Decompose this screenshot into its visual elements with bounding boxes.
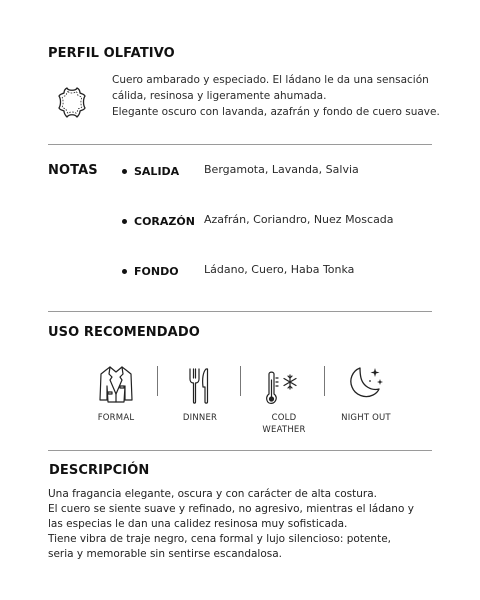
separator <box>240 366 241 396</box>
descripcion-line: las especias le dan una calidez resinosa muy sofisticada. <box>48 518 348 530</box>
descripcion-line: Una fragancia elegante, oscura y con carácter de alta costura. <box>48 488 377 500</box>
notas-title: NOTAS <box>48 163 98 178</box>
divider <box>48 144 432 145</box>
uso-label-line: COLD <box>271 413 297 423</box>
uso-label-formal <box>76 412 156 424</box>
perfil-title: PERFIL OLFATIVO <box>48 46 175 61</box>
nota-name: FONDO <box>134 264 179 278</box>
uso-label-cold-weather <box>244 412 324 436</box>
nota-item-corazon <box>122 213 206 229</box>
bullet-icon <box>122 219 127 224</box>
nota-item-fondo <box>122 263 206 279</box>
uso-label-line: FORMAL <box>97 413 135 423</box>
uso-label-line: NIGHT OUT <box>341 413 391 423</box>
fork-knife-icon <box>186 367 212 405</box>
leather-hide-icon <box>58 86 86 118</box>
uso-label-night-out <box>326 412 406 424</box>
separator <box>324 366 325 396</box>
perfil-line: Cuero ambarado y especiado. El ládano le da una sensación <box>112 74 429 86</box>
suit-jacket-icon <box>98 364 134 404</box>
descripcion-line: seria y memorable sin sentirse escandalosa. <box>48 548 283 560</box>
nota-name: CORAZÓN <box>134 214 195 228</box>
perfil-line: Elegante oscuro con lavanda, azafrán y fondo de cuero suave. <box>112 106 440 118</box>
moon-stars-icon <box>346 364 386 402</box>
uso-label-line: WEATHER <box>262 425 306 435</box>
nota-value: Ládano, Cuero, Haba Tonka <box>204 263 355 276</box>
bullet-icon <box>122 169 127 174</box>
perfil-description <box>112 72 462 120</box>
uso-label-dinner <box>160 412 240 424</box>
uso-title: USO RECOMENDADO <box>48 325 200 340</box>
bullet-icon <box>122 269 127 274</box>
nota-name: SALIDA <box>134 164 180 178</box>
nota-value: Azafrán, Coriandro, Nuez Moscada <box>204 213 394 226</box>
divider <box>48 311 432 312</box>
descripcion-text <box>48 487 448 562</box>
descripcion-line: Tiene vibra de traje negro, cena formal y lujo silencioso: potente, <box>48 533 391 545</box>
descripcion-line: El cuero se siente suave y refinado, no agresivo, mientras el ládano y <box>48 503 414 515</box>
uso-label-line: DINNER <box>182 413 218 423</box>
divider <box>48 450 432 451</box>
nota-value: Bergamota, Lavanda, Salvia <box>204 163 359 176</box>
descripcion-title: DESCRIPCIÓN <box>49 463 150 478</box>
separator <box>157 366 158 396</box>
nota-item-salida <box>122 163 206 179</box>
perfil-line: cálida, resinosa y ligeramente ahumada. <box>112 90 327 102</box>
thermometer-snowflake-icon <box>264 370 302 406</box>
